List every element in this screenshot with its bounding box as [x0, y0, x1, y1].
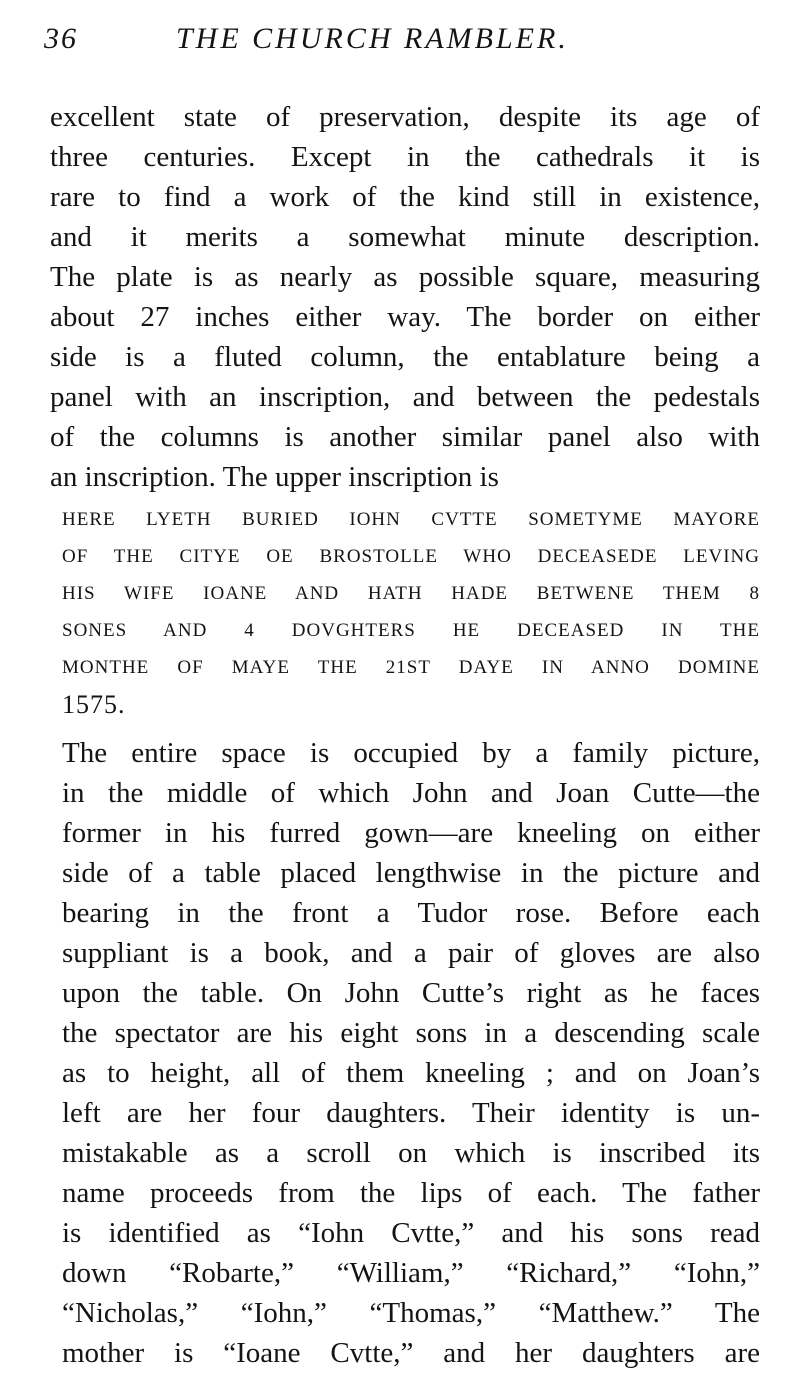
text-line: as to height, all of them kneeling ; and on Joan’s: [62, 1057, 760, 1089]
text-line: three centuries. Except in the cathedrals it is: [50, 141, 760, 173]
body-text: [50, 97, 760, 1373]
running-head: [44, 22, 764, 62]
inscription-line: HIS WIFE IOANE AND HATH HADE BETWENE THEM 8: [62, 583, 760, 604]
text-line: of the columns is another similar panel also with: [50, 421, 760, 453]
text-line: in the middle of which John and Joan Cutte—the: [62, 777, 760, 809]
text-line: the spectator are his eight sons in a descending scale: [62, 1017, 760, 1049]
text-line: and it merits a somewhat minute description.: [50, 221, 760, 253]
page-number: 36: [44, 22, 78, 55]
text-line: rare to find a work of the kind still in existence,: [50, 181, 760, 213]
text-line: The plate is as nearly as possible square, measuring: [50, 261, 760, 293]
inscription-line: OF THE CITYE OE BROSTOLLE WHO DECEASEDE LEVING: [62, 546, 760, 567]
text-line: former in his furred gown—are kneeling on either: [62, 817, 760, 849]
text-line: mother is “Ioane Cvtte,” and her daughters are: [62, 1337, 760, 1369]
text-line: excellent state of preservation, despite its age of: [50, 101, 760, 133]
text-line: The entire space is occupied by a family picture,: [62, 737, 760, 769]
running-title: THE CHURCH RAMBLER.: [176, 22, 569, 55]
inscription-line: HERE LYETH BURIED IOHN CVTTE SOMETYME MAYORE: [62, 509, 760, 530]
text-line: suppliant is a book, and a pair of gloves are also: [62, 937, 760, 969]
paragraph-2: [62, 733, 760, 1373]
text-line: down “Robarte,” “William,” “Richard,” “Iohn,”: [62, 1257, 760, 1289]
text-line: side is a fluted column, the entablature being a: [50, 341, 760, 373]
inscription-line: MONTHE OF MAYE THE 21ST DAYE IN ANNO DOMINE: [62, 657, 760, 678]
text-line: bearing in the front a Tudor rose. Before each: [62, 897, 760, 929]
inscription-quote: [62, 501, 760, 723]
text-line: mistakable as a scroll on which is inscribed its: [62, 1137, 760, 1169]
text-line: is identified as “Iohn Cvtte,” and his sons read: [62, 1217, 760, 1249]
text-line: “Nicholas,” “Iohn,” “Thomas,” “Matthew.” The: [62, 1297, 760, 1329]
inscription-line: 1575.: [62, 690, 126, 719]
text-line: panel with an inscription, and between the pedestals: [50, 381, 760, 413]
inscription-line: SONES AND 4 DOVGHTERS HE DECEASED IN THE: [62, 620, 760, 641]
text-line: about 27 inches either way. The border on either: [50, 301, 760, 333]
paragraph-1: [50, 97, 760, 497]
text-line: upon the table. On John Cutte’s right as he faces: [62, 977, 760, 1009]
text-line: side of a table placed lengthwise in the picture and: [62, 857, 760, 889]
text-line: an inscription. The upper inscription is: [50, 461, 499, 493]
text-line: left are her four daughters. Their identity is un-: [62, 1097, 760, 1129]
text-line: name proceeds from the lips of each. The father: [62, 1177, 760, 1209]
